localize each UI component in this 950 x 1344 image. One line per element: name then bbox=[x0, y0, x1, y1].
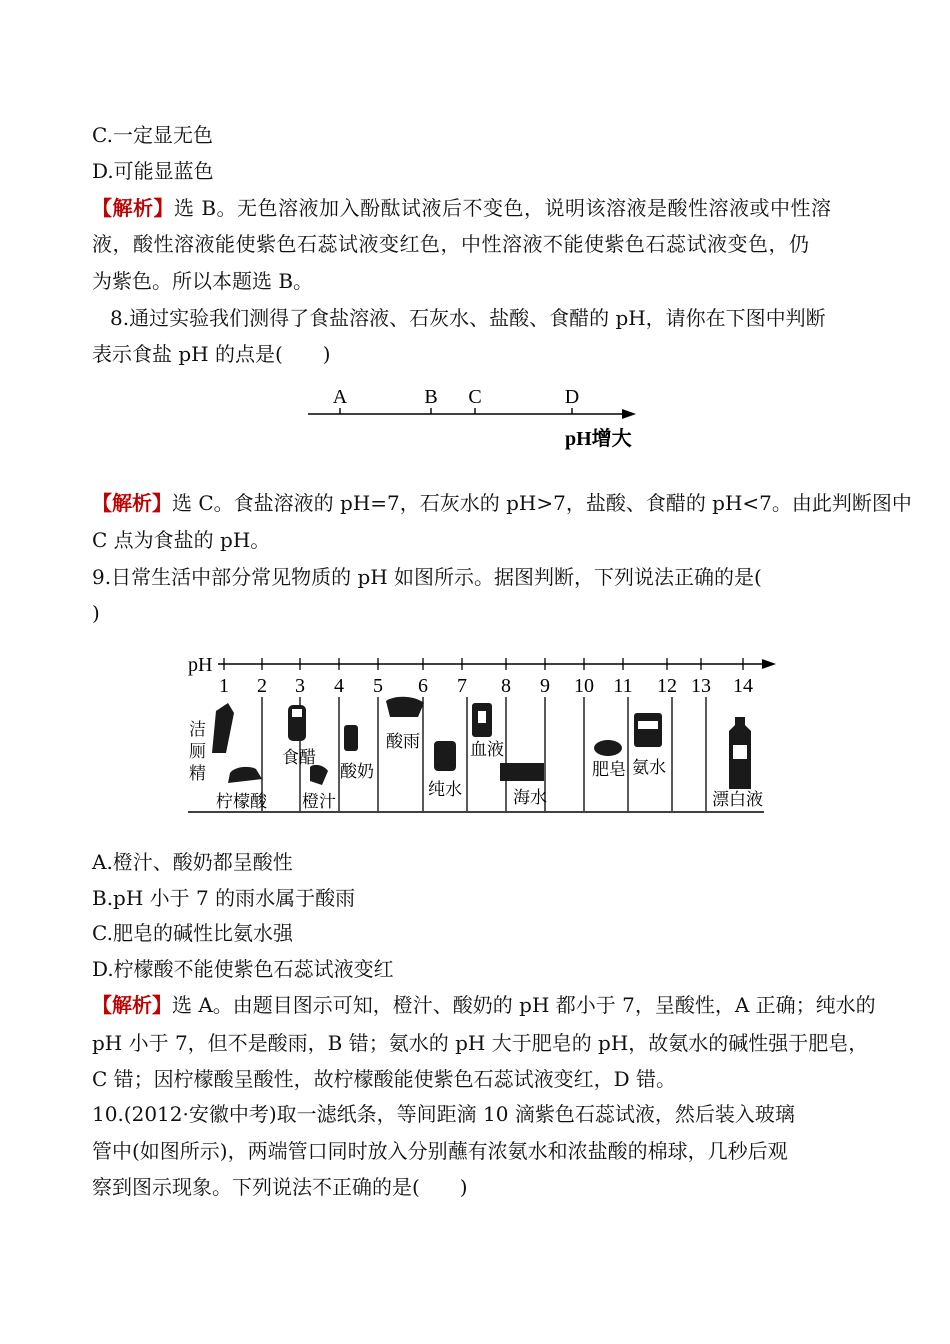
q9-stem-line-2: ) bbox=[92, 601, 100, 625]
analysis-tag: 【解析】 bbox=[92, 491, 172, 515]
q7-option-d: D.可能显蓝色 bbox=[92, 159, 214, 183]
label-seawater: 海水 bbox=[513, 788, 547, 808]
ammonia-jar-icon bbox=[634, 713, 662, 747]
tick-label-12: 12 bbox=[657, 675, 677, 697]
q8-axis-arrow-icon bbox=[622, 409, 636, 419]
q8-analysis-line-2: C 点为食盐的 pH。 bbox=[92, 528, 271, 552]
q9-option-d: D.柠檬酸不能使紫色石蕊试液变红 bbox=[92, 957, 394, 981]
label-orange-juice: 橙汁 bbox=[302, 792, 336, 812]
q7-option-c: C.一定显无色 bbox=[92, 123, 213, 147]
q9-analysis-line-2: pH 小于 7，但不是酸雨，B 错；氨水的 pH 大于肥皂的 pH，故氨水的碱性强于肥皂， bbox=[92, 1031, 869, 1055]
q9-option-a: A.橙汁、酸奶都呈酸性 bbox=[92, 850, 293, 874]
citric-acid-icon bbox=[228, 767, 262, 783]
analysis-tag: 【解析】 bbox=[92, 993, 172, 1017]
q10-stem-line-2: 管中(如图所示)，两端管口同时放入分别蘸有浓氨水和浓盐酸的棉球，几秒后观 bbox=[92, 1139, 788, 1163]
tick-label-2: 2 bbox=[257, 675, 267, 697]
label-blood: 血液 bbox=[470, 740, 504, 760]
toilet-cleaner-bottle-icon bbox=[212, 703, 234, 753]
tick-label-9: 9 bbox=[540, 675, 550, 697]
pure-water-glass-icon bbox=[434, 741, 456, 771]
analysis-tag: 【解析】 bbox=[92, 196, 174, 220]
tick-label-6: 6 bbox=[418, 675, 428, 697]
label-vinegar: 食醋 bbox=[282, 748, 316, 768]
tick-label-4: 4 bbox=[334, 675, 344, 697]
q8-point-c: C bbox=[468, 386, 482, 408]
tick-label-5: 5 bbox=[373, 675, 383, 697]
q10-stem-line-3: 察到图示现象。下列说法不正确的是( ) bbox=[92, 1175, 468, 1199]
q8-axis-label: pH增大 bbox=[565, 428, 632, 450]
tick-label-8: 8 bbox=[501, 675, 511, 697]
tick-label-1: 1 bbox=[219, 675, 229, 697]
seawater-tank-icon bbox=[500, 763, 544, 781]
q9-analysis-line-1 bbox=[92, 991, 876, 1019]
tick-label-11: 11 bbox=[613, 675, 633, 697]
q9-stem-line-1: 9.日常生活中部分常见物质的 pH 如图所示。据图判断，下列说法正确的是( bbox=[92, 565, 762, 589]
q7-analysis-text-1: 选 B。无色溶液加入酚酞试液后不变色，说明该溶液是酸性溶液或中性溶 bbox=[174, 196, 832, 220]
vinegar-label-icon bbox=[292, 709, 302, 717]
q7-analysis-line-2: 液，酸性溶液能使紫色石蕊试液变红色，中性溶液不能使紫色石蕊试液变色，仍 bbox=[92, 232, 810, 256]
q9-analysis-text-1: 选 A。由题目图示可知，橙汁、酸奶的 pH 都小于 7，呈酸性，A 正确；纯水的 bbox=[172, 993, 876, 1017]
q9-option-b: B.pH 小于 7 的雨水属于酸雨 bbox=[92, 886, 356, 910]
q8-ph-axis-figure bbox=[300, 375, 650, 455]
bleach-label-icon bbox=[733, 745, 747, 759]
q9-ph-scale-figure bbox=[180, 645, 780, 825]
label-pure-water: 纯水 bbox=[428, 780, 462, 800]
label-soap: 肥皂 bbox=[592, 760, 626, 780]
q9-tick-labels bbox=[219, 675, 753, 697]
acid-rain-cloud-icon bbox=[386, 697, 424, 717]
q9-axis-label: pH bbox=[188, 654, 213, 676]
label-bleach: 漂白液 bbox=[712, 790, 763, 810]
q10-stem-line-1: 10.(2012·安徽中考)取一滤纸条，等间距滴 10 滴紫色石蕊试液，然后装入玻璃 bbox=[92, 1102, 795, 1126]
q8-point-d: D bbox=[564, 386, 580, 408]
q9-analysis-line-3: C 错；因柠檬酸呈酸性，故柠檬酸能使紫色石蕊试液变红，D 错。 bbox=[92, 1067, 677, 1091]
blood-bag-label-icon bbox=[478, 711, 486, 723]
tick-label-10: 10 bbox=[574, 675, 594, 697]
q9-option-c: C.肥皂的碱性比氨水强 bbox=[92, 921, 293, 945]
label-ammonia: 氨水 bbox=[632, 758, 666, 778]
q8-point-b: B bbox=[424, 386, 438, 408]
ammonia-jar-label-icon bbox=[638, 721, 658, 729]
q7-analysis-line-1 bbox=[92, 194, 832, 222]
q8-stem-line-2: 表示食盐 pH 的点是( ) bbox=[92, 342, 331, 366]
label-acid-rain: 酸雨 bbox=[386, 732, 420, 752]
tick-label-14: 14 bbox=[733, 675, 753, 697]
soap-bar-icon bbox=[594, 740, 622, 756]
q9-axis-arrow-icon bbox=[762, 659, 776, 669]
q8-stem-line-1: 8.通过实验我们测得了食盐溶液、石灰水、盐酸、食醋的 pH，请你在下图中判断 bbox=[110, 306, 826, 330]
label-yogurt: 酸奶 bbox=[340, 762, 374, 782]
q8-point-a: A bbox=[332, 386, 348, 408]
q8-analysis-text-1: 选 C。食盐溶液的 pH=7，石灰水的 pH>7，盐酸、食醋的 pH<7。由此判断图中 bbox=[172, 491, 912, 515]
q7-analysis-line-3: 为紫色。所以本题选 B。 bbox=[92, 269, 314, 293]
q8-analysis-line-1 bbox=[92, 489, 912, 517]
label-toilet-cleaner-vertical: 洁厕精 bbox=[189, 719, 209, 785]
tick-label-13: 13 bbox=[691, 675, 711, 697]
tick-label-3: 3 bbox=[295, 675, 305, 697]
label-citric-acid: 柠檬酸 bbox=[216, 792, 267, 812]
yogurt-icon bbox=[344, 725, 358, 751]
tick-label-7: 7 bbox=[457, 675, 467, 697]
